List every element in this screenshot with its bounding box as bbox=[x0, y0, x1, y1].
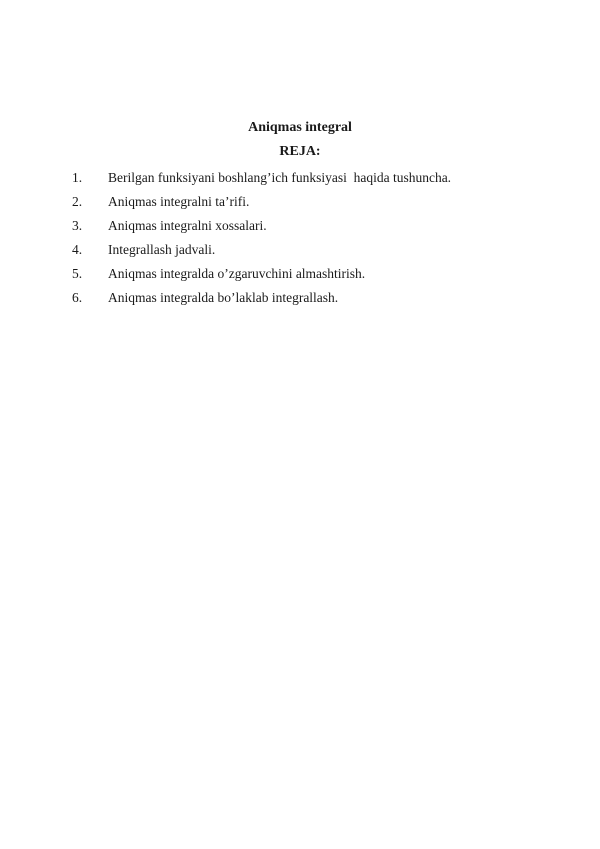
list-item-text: Aniqmas integralda bo’laklab integrallash. bbox=[108, 290, 339, 305]
plan-list bbox=[72, 166, 542, 310]
list-item bbox=[72, 262, 542, 286]
list-item-number: 4. bbox=[72, 242, 83, 257]
list-item bbox=[72, 286, 542, 310]
list-item-text: Integrallash jadvali. bbox=[108, 242, 216, 257]
list-item-number: 2. bbox=[72, 194, 83, 209]
list-item-text: Aniqmas integralda o’zgaruvchini almashtirish. bbox=[108, 266, 366, 281]
list-item-number: 1. bbox=[72, 170, 83, 185]
list-item-text: Aniqmas integralni ta’rifi. bbox=[108, 194, 250, 209]
list-item-text: Aniqmas integralni xossalari. bbox=[108, 218, 267, 233]
list-item bbox=[72, 238, 542, 262]
list-item bbox=[72, 190, 542, 214]
list-item bbox=[72, 166, 542, 190]
list-item-number: 6. bbox=[72, 290, 83, 305]
list-item-number: 3. bbox=[72, 218, 83, 233]
list-item-number: 5. bbox=[72, 266, 83, 281]
list-item bbox=[72, 214, 542, 238]
list-item-text: Berilgan funksiyani boshlang’ich funksiyasi haqida tushuncha. bbox=[108, 170, 452, 185]
document-title: Aniqmas integral bbox=[248, 120, 352, 135]
plan-heading: REJA: bbox=[279, 144, 321, 159]
